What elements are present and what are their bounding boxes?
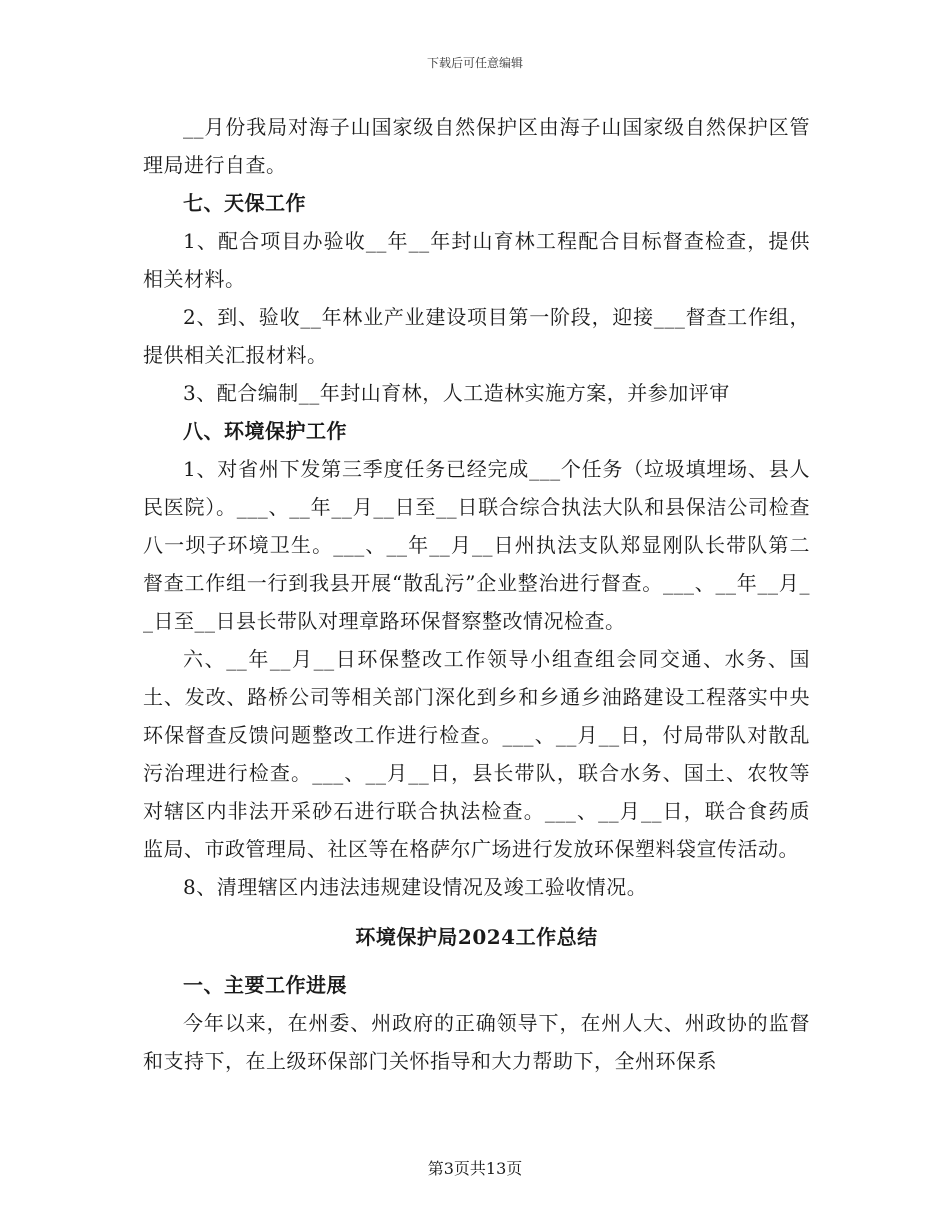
section-heading-tianbao: 七、天保工作: [183, 191, 306, 215]
section-heading-environment: 八、环境保护工作: [183, 419, 347, 443]
paragraph-nature-reserve-selfcheck: __月份我局对海子山国家级自然保护区由海子山国家级自然保护区管理局进行自查。: [143, 115, 810, 177]
paragraph-tianbao-item-3: 3、配合编制__年封山育林，人工造林实施方案，并参加评审: [183, 381, 730, 405]
document-body: [143, 108, 810, 1080]
paragraph-tianbao-item-1: 1、配合项目办验收__年__年封山育林工程配合目标督查检查，提供相关材料。: [143, 229, 810, 291]
paragraph-tianbao-item-2: 2、到、验收__年林业产业建设项目第一阶段，迎接___督查工作组，提供相关汇报材料。: [143, 305, 810, 367]
paragraph-environment-item-1: 1、对省州下发第三季度任务已经完成___个任务（垃圾填埋场、县人民医院）。___、__年__月__日至__日联合综合执法大队和县保洁公司检查八一坝子环境卫生。___、__年__月__日州执法支队郑显刚队长带队第二督查工作组一行到我县开展“散乱污”企业整治进行督查。___、__年__月__日至__日县长带队对理章路环保督察整改情况检查。: [143, 457, 810, 633]
document-title: 环境保护局2024工作总结: [355, 925, 598, 949]
page-number: 第3页共13页: [427, 1159, 523, 1178]
paragraph-illegal-construction: 8、清理辖区内违法违规建设情况及竣工验收情况。: [183, 875, 648, 899]
section-heading-main-progress: 一、主要工作进展: [183, 973, 347, 997]
paragraph-rectification-inspection: 六、__年__月__日环保整改工作领导小组查组会同交通、水务、国土、发改、路桥公司等相关部门深化到乡和乡通乡油路建设工程落实中央环保督查反馈问题整改工作进行检查。___、__月__日，付局带队对散乱污治理进行检查。___、__月__日，县长带队，联合水务、国土、农牧等对辖区内非法开采砂石进行联合执法检查。___、__月__日，联合食药质监局、市政管理局、社区等在格萨尔广场进行发放环保塑料袋宣传活动。: [143, 647, 810, 861]
paragraph-progress-intro: 今年以来，在州委、州政府的正确领导下，在州人大、州政协的监督和支持下，在上级环保部门关怀指导和大力帮助下，全州环保系: [143, 1011, 810, 1073]
page-header-note: 下载后可任意编辑: [426, 56, 523, 70]
